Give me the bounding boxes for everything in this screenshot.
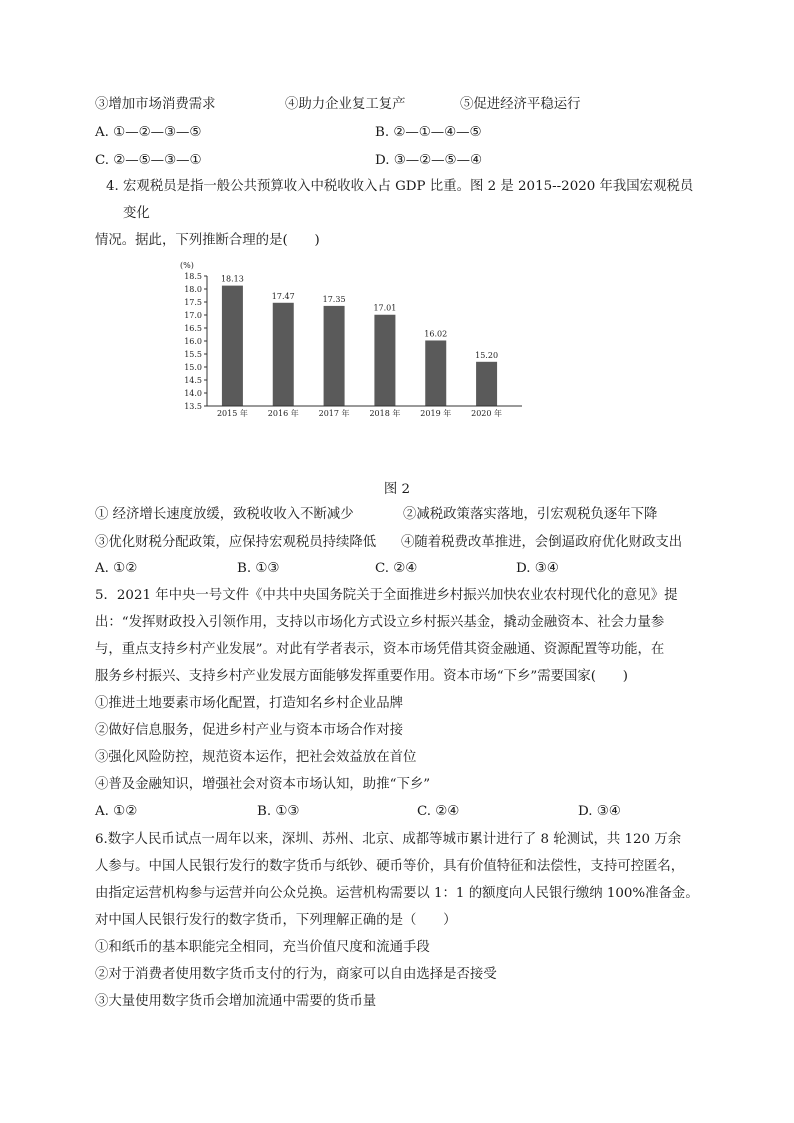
- q5-statement-3: ③强化风险防控，规范资本运作，把社会效益放在首位: [95, 750, 417, 765]
- q3-item-4: ④助力企业复工复产: [285, 97, 406, 112]
- q5-statement-2: ②做好信息服务，促进乡村产业与资本市场合作对接: [95, 723, 403, 738]
- y-axis-unit-label: (%): [180, 261, 194, 270]
- q5-option-b: B. ①③: [257, 804, 300, 819]
- q6-stem-line4: 对中国人民银行发行的数字货币，下列理解正确的是（ ）: [95, 913, 457, 928]
- bar-value-label: 17.35: [322, 294, 346, 304]
- y-tick-label: 14.0: [184, 389, 202, 398]
- y-axis: [184, 272, 207, 411]
- bar-value-label: 15.20: [475, 350, 499, 360]
- tax-burden-bar-chart: [170, 258, 530, 423]
- q4-stem-line2: 变化: [123, 206, 150, 221]
- q5-option-c: C. ②④: [417, 804, 460, 819]
- q4-option-b: B. ①③: [237, 561, 280, 576]
- q3-item-5: ⑤促进经济平稳运行: [460, 97, 581, 112]
- y-tick-label: 17.5: [184, 298, 202, 307]
- bars: [221, 275, 498, 406]
- bar: [425, 340, 446, 406]
- q6-stem-line3: 由指定运营机构参与运营并向公众兑换。运营机构需要以 1：1 的额度向人民银行缴纳 100%准备金。: [95, 886, 699, 901]
- q5-option-d: D. ③④: [578, 804, 621, 819]
- q5-statement-4: ④普及金融知识，增强社会对资本市场认知，助推“下乡”: [95, 777, 431, 792]
- figure-caption: 图 2: [383, 482, 411, 497]
- q4-option-a: A. ①②: [95, 561, 138, 576]
- x-axis: [207, 406, 522, 418]
- q6-statement-3: ③大量使用数字货币会增加流通中需要的货币量: [95, 994, 377, 1009]
- q5-stem-line2: 出：“发挥财政投入引领作用，支持以市场化方式设立乡村振兴基金，撬动金融资本、社会力量参: [95, 615, 665, 630]
- bar: [476, 362, 497, 406]
- x-category-label: 2016 年: [267, 409, 299, 418]
- bar-value-label: 16.02: [424, 329, 448, 339]
- q4-option-d: D. ③④: [516, 561, 559, 576]
- q5-stem-line4: 服务乡村振兴、支持乡村产业发展方面能够发挥重要作用。资本市场“下乡”需要国家( ): [95, 669, 628, 684]
- q3-option-d: D. ③—②—⑤—④: [375, 153, 482, 168]
- q4-statement-2: ②减税政策落实落地，引宏观税负逐年下降: [403, 507, 658, 522]
- q4-stem-line3: 情况。据此，下列推断合理的是( ): [95, 233, 320, 248]
- q4-option-c: C. ②④: [375, 561, 418, 576]
- bar-value-label: 18.13: [220, 274, 244, 284]
- q4-stem-line1: 4. 宏观税员是指一般公共预算收入中税收收入占 GDP 比重。图 2 是 2015--2020 年我国宏观税员: [106, 179, 694, 194]
- q6-stem-line1: 6.数字人民币试点一周年以来，深圳、苏州、北京、成都等城市累计进行了 8 轮测试，共 120 万余: [95, 832, 682, 847]
- bar: [374, 315, 395, 406]
- y-tick-label: 13.5: [184, 402, 202, 411]
- x-category-label: 2018 年: [369, 409, 401, 418]
- q4-statement-3: ③优化财税分配政策，应保持宏观税员持续降低: [95, 535, 377, 550]
- y-tick-label: 18.5: [184, 272, 202, 281]
- x-category-label: 2017 年: [318, 409, 350, 418]
- q5-option-a: A. ①②: [95, 804, 138, 819]
- y-tick-label: 16.0: [184, 337, 202, 346]
- x-category-label: 2019 年: [420, 409, 452, 418]
- q3-option-a: A. ①—②—③—⑤: [95, 125, 202, 140]
- y-tick-label: 15.5: [184, 350, 202, 359]
- q5-stem-line1: 5．2021 年中央一号文件《中共中央国务院关于全面推进乡村振兴加快农业农村现代化的意见》提: [95, 588, 678, 603]
- q6-statement-1: ①和纸币的基本职能完全相同，充当价值尺度和流通手段: [95, 940, 430, 955]
- bar: [222, 286, 243, 406]
- y-tick-label: 14.5: [184, 376, 202, 385]
- q3-item-3: ③增加市场消费需求: [95, 97, 216, 112]
- bar-value-label: 17.01: [373, 303, 397, 313]
- x-category-label: 2020 年: [471, 409, 503, 418]
- y-tick-label: 17.0: [184, 311, 202, 320]
- q3-option-b: B. ②—①—④—⑤: [375, 125, 482, 140]
- y-tick-label: 16.5: [184, 324, 202, 333]
- bar-value-label: 17.47: [271, 291, 295, 301]
- y-tick-label: 15.0: [184, 363, 202, 372]
- x-category-label: 2015 年: [216, 409, 248, 418]
- bar: [324, 306, 345, 406]
- q4-statement-4: ④随着税费改革推进，会倒逼政府优化财政支出: [401, 535, 683, 550]
- y-tick-label: 18.0: [184, 285, 202, 294]
- q4-statement-1: ① 经济增长速度放缓，致税收收入不断减少: [95, 507, 354, 522]
- q5-stem-line3: 与，重点支持乡村产业发展”。对此有学者表示，资本市场凭借其资金融通、资源配置等功能，在: [95, 642, 665, 657]
- q6-stem-line2: 人参与。中国人民银行发行的数字货币与纸钞、硬币等价，具有价值特征和法偿性，支持可控匿名，: [95, 859, 685, 874]
- q5-statement-1: ①推进土地要素市场化配置，打造知名乡村企业品牌: [95, 696, 403, 711]
- q3-option-c: C. ②—⑤—③—①: [95, 153, 202, 168]
- q6-statement-2: ②对于消费者使用数字货币支付的行为，商家可以自由选择是否接受: [95, 967, 497, 982]
- bar: [273, 303, 294, 406]
